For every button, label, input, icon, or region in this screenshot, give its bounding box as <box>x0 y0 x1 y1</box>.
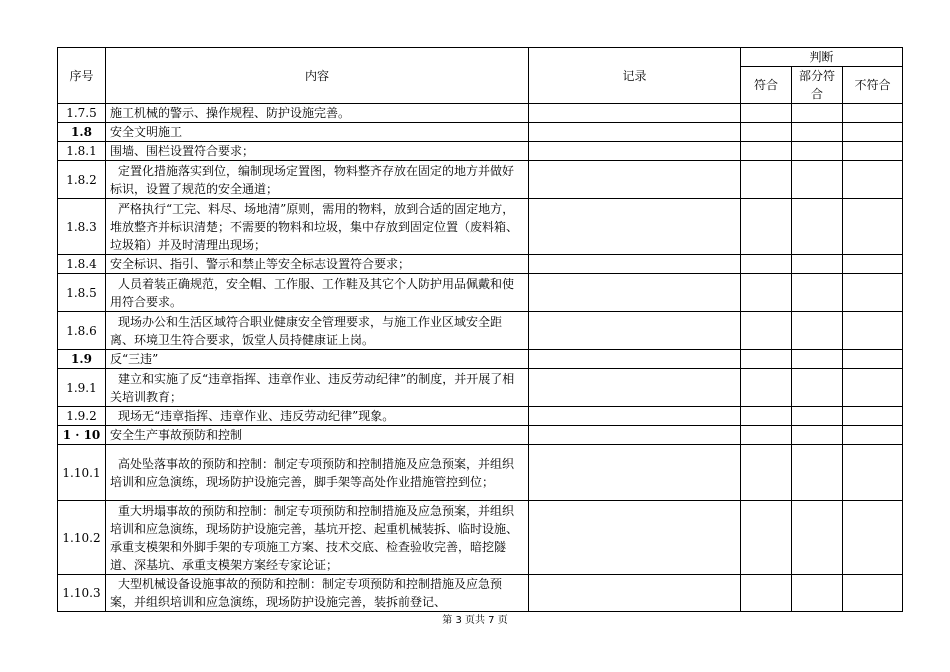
partial-cell[interactable] <box>792 104 843 123</box>
nonconform-cell[interactable] <box>843 426 903 445</box>
conform-cell[interactable] <box>741 575 792 612</box>
partial-cell[interactable] <box>792 274 843 312</box>
record-cell[interactable] <box>529 501 741 575</box>
nonconform-cell[interactable] <box>843 501 903 575</box>
nonconform-cell[interactable] <box>843 123 903 142</box>
conform-cell[interactable] <box>741 369 792 407</box>
partial-cell[interactable] <box>792 426 843 445</box>
row-number: 1.8.1 <box>58 142 106 161</box>
partial-cell[interactable] <box>792 575 843 612</box>
nonconform-cell[interactable] <box>843 199 903 255</box>
partial-cell[interactable] <box>792 199 843 255</box>
row-content: 定置化措施落实到位，编制现场定置图，物料整齐存放在固定的地方并做好标识，设置了规范的安全通道； <box>106 161 529 199</box>
row-number: 1.8.5 <box>58 274 106 312</box>
row-content: 安全标识、指引、警示和禁止等安全标志设置符合要求； <box>106 255 529 274</box>
record-cell[interactable] <box>529 123 741 142</box>
record-cell[interactable] <box>529 274 741 312</box>
table-row <box>58 312 903 350</box>
conform-cell[interactable] <box>741 445 792 501</box>
row-number: 1.8.4 <box>58 255 106 274</box>
record-cell[interactable] <box>529 407 741 426</box>
checklist-table <box>57 47 903 612</box>
row-content: 现场办公和生活区域符合职业健康安全管理要求，与施工作业区域安全距离、环境卫生符合要求，饭堂人员持健康证上岗。 <box>106 312 529 350</box>
row-content: 严格执行“工完、料尽、场地清”原则，需用的物料，放到合适的固定地方，堆放整齐并标识清楚；不需要的物料和垃圾，集中存放到固定位置（废料箱、垃圾箱）并及时清理出现场； <box>106 199 529 255</box>
section-number: 1 · 10 <box>58 426 106 445</box>
conform-cell[interactable] <box>741 142 792 161</box>
table-row <box>58 350 903 369</box>
row-number: 1.8.2 <box>58 161 106 199</box>
conform-cell[interactable] <box>741 255 792 274</box>
row-number: 1.9.2 <box>58 407 106 426</box>
partial-cell[interactable] <box>792 312 843 350</box>
header-content: 内容 <box>106 48 529 104</box>
record-cell[interactable] <box>529 255 741 274</box>
nonconform-cell[interactable] <box>843 274 903 312</box>
page-footer: 第 3 页共 7 页 <box>442 615 508 626</box>
partial-cell[interactable] <box>792 350 843 369</box>
row-content: 现场无“违章指挥、违章作业、违反劳动纪律”现象。 <box>106 407 529 426</box>
row-number: 1.8.6 <box>58 312 106 350</box>
partial-cell[interactable] <box>792 161 843 199</box>
row-content: 大型机械设备设施事故的预防和控制：制定专项预防和控制措施及应急预案，并组织培训和应急演练，现场防护设施完善，装拆前登记、 <box>106 575 529 612</box>
partial-cell[interactable] <box>792 255 843 274</box>
nonconform-cell[interactable] <box>843 312 903 350</box>
header-conform: 符合 <box>741 67 792 104</box>
table-row <box>58 575 903 612</box>
row-number: 1.10.2 <box>58 501 106 575</box>
conform-cell[interactable] <box>741 274 792 312</box>
table-row <box>58 445 903 501</box>
nonconform-cell[interactable] <box>843 575 903 612</box>
table-row <box>58 407 903 426</box>
row-number: 1.10.3 <box>58 575 106 612</box>
section-number: 1.8 <box>58 123 106 142</box>
header-partial: 部分符合 <box>792 67 843 104</box>
partial-cell[interactable] <box>792 407 843 426</box>
row-content: 高处坠落事故的预防和控制：制定专项预防和控制措施及应急预案，并组织培训和应急演练，现场防护设施完善，脚手架等高处作业措施管控到位； <box>106 445 529 501</box>
record-cell[interactable] <box>529 104 741 123</box>
nonconform-cell[interactable] <box>843 369 903 407</box>
conform-cell[interactable] <box>741 123 792 142</box>
nonconform-cell[interactable] <box>843 255 903 274</box>
record-cell[interactable] <box>529 350 741 369</box>
record-cell[interactable] <box>529 199 741 255</box>
row-number: 1.7.5 <box>58 104 106 123</box>
record-cell[interactable] <box>529 445 741 501</box>
conform-cell[interactable] <box>741 350 792 369</box>
table-row <box>58 123 903 142</box>
record-cell[interactable] <box>529 426 741 445</box>
header-record: 记录 <box>529 48 741 104</box>
conform-cell[interactable] <box>741 161 792 199</box>
table-row <box>58 142 903 161</box>
row-number: 1.10.1 <box>58 445 106 501</box>
table-row <box>58 369 903 407</box>
section-title: 安全文明施工 <box>106 123 529 142</box>
table-row <box>58 255 903 274</box>
row-content: 建立和实施了反“违章指挥、违章作业、违反劳动纪律”的制度，并开展了相关培训教育； <box>106 369 529 407</box>
conform-cell[interactable] <box>741 104 792 123</box>
header-judge: 判断 <box>741 48 903 67</box>
conform-cell[interactable] <box>741 426 792 445</box>
header-nonconform: 不符合 <box>843 67 903 104</box>
record-cell[interactable] <box>529 312 741 350</box>
nonconform-cell[interactable] <box>843 445 903 501</box>
section-title: 安全生产事故预防和控制 <box>106 426 529 445</box>
row-content: 施工机械的警示、操作规程、防护设施完善。 <box>106 104 529 123</box>
nonconform-cell[interactable] <box>843 407 903 426</box>
table-row <box>58 199 903 255</box>
conform-cell[interactable] <box>741 312 792 350</box>
nonconform-cell[interactable] <box>843 142 903 161</box>
row-content: 围墙、围栏设置符合要求； <box>106 142 529 161</box>
record-cell[interactable] <box>529 161 741 199</box>
conform-cell[interactable] <box>741 199 792 255</box>
nonconform-cell[interactable] <box>843 161 903 199</box>
partial-cell[interactable] <box>792 501 843 575</box>
row-content: 人员着装正确规范，安全帽、工作服、工作鞋及其它个人防护用品佩戴和使用符合要求。 <box>106 274 529 312</box>
nonconform-cell[interactable] <box>843 104 903 123</box>
conform-cell[interactable] <box>741 501 792 575</box>
table-row <box>58 161 903 199</box>
header-no: 序号 <box>58 48 106 104</box>
table-row <box>58 426 903 445</box>
table-row <box>58 274 903 312</box>
row-number: 1.9.1 <box>58 369 106 407</box>
partial-cell[interactable] <box>792 123 843 142</box>
nonconform-cell[interactable] <box>843 350 903 369</box>
table-row <box>58 104 903 123</box>
section-title: 反“三违” <box>106 350 529 369</box>
row-number: 1.8.3 <box>58 199 106 255</box>
partial-cell[interactable] <box>792 445 843 501</box>
conform-cell[interactable] <box>741 407 792 426</box>
record-cell[interactable] <box>529 142 741 161</box>
table-row <box>58 501 903 575</box>
record-cell[interactable] <box>529 369 741 407</box>
row-content: 重大坍塌事故的预防和控制：制定专项预防和控制措施及应急预案，并组织培训和应急演练，现场防护设施完善，基坑开挖、起重机械装拆、临时设施、承重支模架和外脚手架的专项施工方案、技术交底、检查验收完善，暗挖隧道、深基坑、承重支模架方案经专家论证； <box>106 501 529 575</box>
partial-cell[interactable] <box>792 369 843 407</box>
partial-cell[interactable] <box>792 142 843 161</box>
record-cell[interactable] <box>529 575 741 612</box>
section-number: 1.9 <box>58 350 106 369</box>
